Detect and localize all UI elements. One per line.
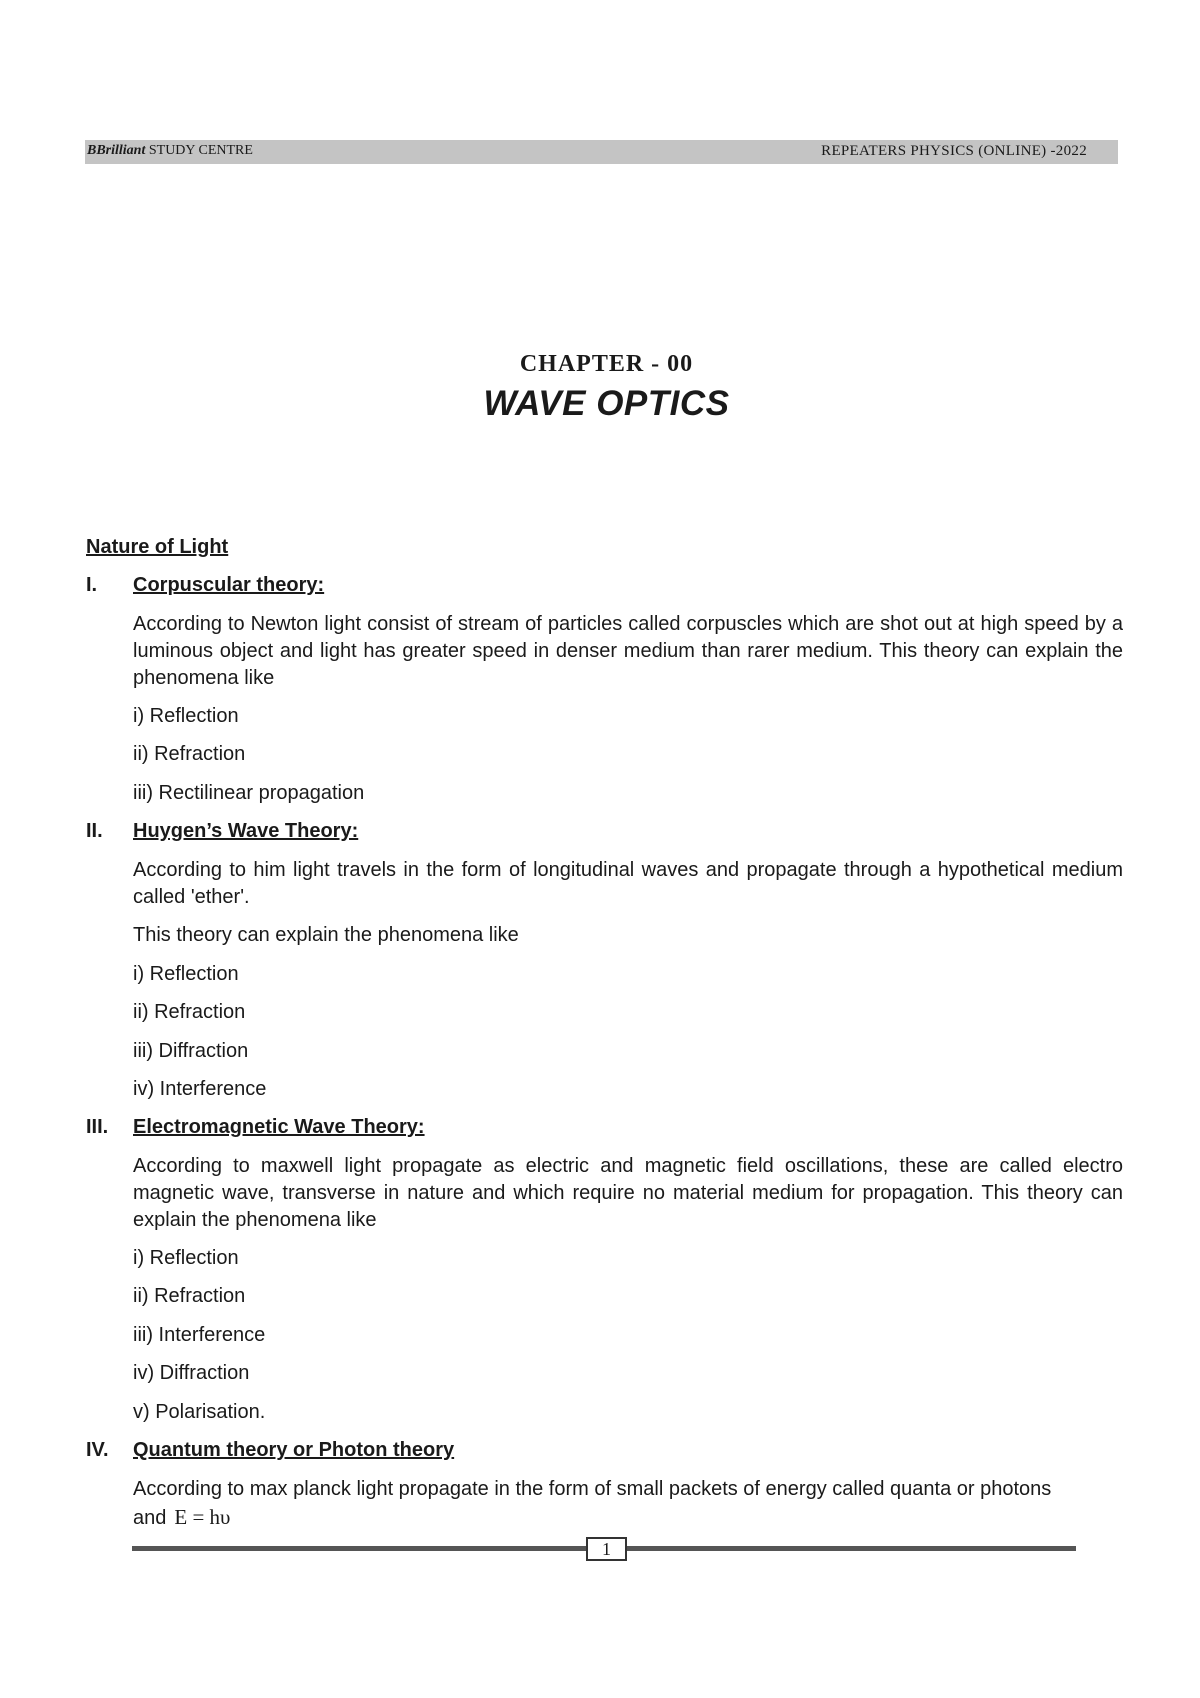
list-item: iii) Interference [133, 1324, 266, 1346]
theory-paragraph: According to him light travels in the form of longitudinal waves and propagate through a hypothetical medium called 'ether'. [133, 859, 1123, 908]
chapter-title: WAVE OPTICS [483, 384, 730, 423]
list-item: ii) Refraction [133, 1001, 246, 1023]
list-item: iii) Rectilinear propagation [133, 782, 365, 804]
theory-heading: Huygen’s Wave Theory: [133, 820, 359, 842]
energy-formula: E = hυ [174, 1505, 231, 1529]
list-item: iv) Diffraction [133, 1362, 250, 1384]
theory-heading: Quantum theory or Photon theory [133, 1439, 455, 1461]
formula-line [133, 1504, 230, 1532]
list-item: v) Polarisation. [133, 1401, 266, 1423]
list-item: i) Reflection [133, 963, 239, 985]
theory-number: II. [86, 820, 103, 842]
header-bar [85, 140, 1118, 164]
theory-number: I. [86, 574, 98, 596]
theory-number: III. [86, 1116, 109, 1138]
theory-number: IV. [86, 1439, 109, 1461]
theory-note: This theory can explain the phenomena like [133, 924, 519, 946]
page-number: 1 [586, 1537, 627, 1561]
theory-paragraph: According to maxwell light propagate as electric and magnetic field oscillations, these are called electro magnetic wave, transverse in nature and which require no material medium for propagation. This theory can explain the phenomena like [133, 1155, 1123, 1231]
list-item: ii) Refraction [133, 1285, 246, 1307]
header-course: REPEATERS PHYSICS (ONLINE) -2022 [821, 143, 1087, 159]
theory-paragraph: According to max planck light propagate in the form of small packets of energy called quanta or photons [133, 1478, 1052, 1500]
list-item: i) Reflection [133, 705, 239, 727]
header-brand [87, 143, 253, 159]
chapter-number: CHAPTER - 00 [519, 351, 694, 377]
theory-paragraph: According to Newton light consist of stream of particles called corpuscles which are shot out at high speed by a luminous object and light has greater speed in denser medium than rarer medium. This theory can explain the phenomena like [133, 613, 1123, 689]
brand-name: BBrilliant [87, 143, 146, 158]
section-title: Nature of Light [86, 536, 229, 558]
list-item: ii) Refraction [133, 743, 246, 765]
brand-centre: STUDY CENTRE [148, 143, 253, 158]
theory-heading: Electromagnetic Wave Theory: [133, 1116, 425, 1138]
formula-prefix: and [133, 1507, 167, 1529]
theory-heading: Corpuscular theory: [133, 574, 325, 596]
list-item: iv) Interference [133, 1078, 267, 1100]
list-item: i) Reflection [133, 1247, 239, 1269]
list-item: iii) Diffraction [133, 1040, 249, 1062]
